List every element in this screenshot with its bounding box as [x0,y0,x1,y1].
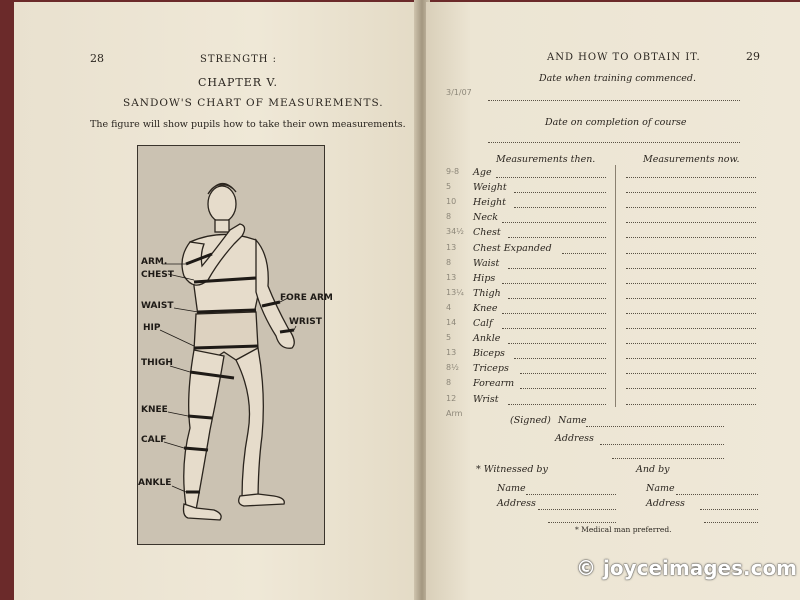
row-then-line [514,192,606,193]
signed-name-line [586,426,724,427]
row-now-line [626,404,756,405]
right-running-head: AND HOW TO OBTAIN IT. [547,52,701,63]
chart-title: SANDOW'S CHART OF MEASUREMENTS. [123,97,384,109]
pencil-note-0: 3/1/07 [446,88,472,97]
label-ankle: ANKLE [138,478,172,488]
row-then-line [562,253,606,254]
label-hip: HIP [143,323,161,333]
and-by-label: And by [636,464,670,475]
row-now-line [626,253,756,254]
row-then-line [502,222,606,223]
row-then-line [508,298,606,299]
label-calf: CALF [141,435,167,445]
col-header-then: Measurements then. [496,154,596,165]
date-commenced-line [488,100,740,101]
row-now-line [626,237,756,238]
row-now-line [626,313,756,314]
row-then-line [496,177,606,178]
row-label: Neck [473,212,499,224]
row-label: Triceps [473,363,509,375]
chapter-heading: CHAPTER V. [198,76,279,89]
row-now-line [626,343,756,344]
row-now-line [626,388,756,389]
witness1-address-line-2 [548,522,616,523]
pencil-note: 8 [446,257,452,267]
row-now-line [626,222,756,223]
label-arm: ARM. [141,257,168,267]
row-now-line [626,207,756,208]
row-then-line [520,388,606,389]
pencil-note: 13 [446,242,457,252]
row-label: Wrist [473,393,499,405]
row-label: Chest [473,227,501,239]
signed-label: (Signed) [510,415,551,426]
row-now-line [626,192,756,193]
row-label: Hips [473,272,496,284]
row-label: Chest Expanded [473,242,552,254]
label-fore-arm: FORE ARM [280,293,333,303]
col-header-now: Measurements now. [643,154,740,165]
row-then-line [508,343,606,344]
signed-address-label: Address [555,433,594,444]
pencil-note: 34½ [446,227,464,237]
left-running-head: STRENGTH : [200,54,278,65]
right-page-number: 29 [746,50,760,63]
pencil-note: 10 [446,197,457,207]
copyright-watermark: © joyceimages.com [576,556,798,580]
witness2-address-line [700,509,758,510]
pencil-note: 5 [446,182,452,192]
row-then-line [514,207,606,208]
pencil-note: 13¼ [446,287,464,297]
row-now-line [626,328,756,329]
row-label: Waist [473,257,500,269]
row-then-line [502,313,606,314]
row-label: Calf [473,318,493,329]
row-then-line [508,237,606,238]
row-label: Knee [473,302,498,314]
witness1-name-line [526,494,616,495]
row-now-line [626,298,756,299]
left-page-number: 28 [90,52,104,65]
row-label: Age [473,167,492,178]
pencil-note: Arm [446,408,463,418]
row-then-line [508,404,606,405]
witness2-address-label: Address [646,498,685,509]
row-then-line [502,328,606,329]
right-page [426,2,800,600]
row-then-line [520,373,606,374]
row-then-line [502,283,606,284]
pencil-note: 8½ [446,363,459,373]
row-now-line [626,268,756,269]
footnote: * Medical man preferred. [575,525,672,534]
row-then-line [508,268,606,269]
pencil-note: 9-8 [446,167,460,176]
pencil-note: 13 [446,272,457,282]
witness2-address-line-2 [704,522,758,523]
row-label: Biceps [473,348,505,360]
pencil-note: 14 [446,318,457,327]
date-completion-label: Date on completion of course [545,117,687,128]
row-label: Height [473,197,506,209]
witnessed-by-label: * Witnessed by [476,464,548,475]
witness2-name-line [676,494,758,495]
column-divider [615,165,616,407]
witness1-address-line [538,509,616,510]
row-now-line [626,358,756,359]
pencil-note: 8 [446,212,452,222]
row-label: Thigh [473,287,501,299]
row-now-line [626,283,756,284]
date-completion-line [488,142,740,143]
witness2-name-label: Name [646,483,675,494]
signed-name-label: Name [558,415,587,426]
label-knee: KNEE [141,405,168,415]
pencil-note: 8 [446,378,452,388]
date-commenced-label: Date when training commenced. [539,73,697,84]
label-thigh: THIGH [141,358,173,368]
label-waist: WAIST [141,301,174,311]
pencil-note: 13 [446,348,457,358]
witness1-name-label: Name [497,483,526,494]
row-now-line [626,177,756,178]
label-wrist: WRIST [289,317,322,327]
pencil-note: 4 [446,302,452,312]
label-chest: CHEST [141,270,174,280]
row-now-line [626,373,756,374]
row-then-line [514,358,606,359]
witness1-address-label: Address [497,498,536,509]
row-label: Forearm [473,378,515,390]
row-label: Ankle [473,333,501,345]
pencil-note: 12 [446,393,457,403]
intro-text: The figure will show pupils how to take their own measurements. [90,119,406,130]
signed-address-line-2 [612,458,724,459]
signed-address-line [600,444,724,445]
row-label: Weight [473,182,507,194]
pencil-note: 5 [446,333,452,343]
